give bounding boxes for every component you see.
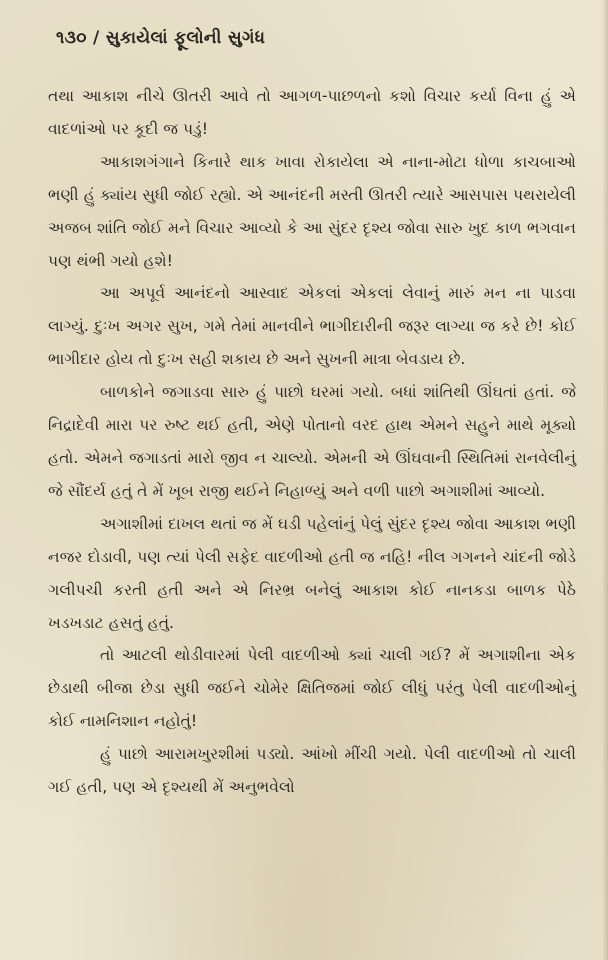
paragraph: હું પાછો આરામખુરશીમાં પડ્યો. આંખો મીંચી ગયો. પેલી વાદળીઓ તો ચાલી ગઈ હતી, પણ એ દૃશ્યથી મેં અનુભવેલો [48, 745, 576, 797]
paragraph: આકાશગંગાને કિનારે થાક ખાવા રોકાયેલા એ નાના-મોટા ધોળા કાચબાઓ ભણી હું ક્યાંય સુધી જોઈ રહ્યો. એ આનંદની મસ્તી ઊતરી ત્યારે આસપાસ પથરાયેલી અજબ શાંતિ જોઈ મને વિચાર આવ્યો કે આ સુંદર દૃશ્ય જોવા સારુ ખુદ કાળ ભગવાન પણ થંભી ગયો હશે! [48, 152, 576, 270]
book-title: સુકાયેલાં ફૂલોની સુગંધ [105, 28, 266, 48]
paragraph-continued: તથા આકાશ નીચે ઊતરી આવે તો આગળ-પાછળનો કશો વિચાર કર્યા વિના હું એ વાદળાંઓ પર કૂદી જ પડું! [48, 87, 576, 138]
paragraph: અગાશીમાં દાખલ થતાં જ મેં ઘડી પહેલાંનું પેલું સુંદર દૃશ્ય જોવા આકાશ ભણી નજર દોડાવી, પણ ત્યાં પેલી સફેદ વાદળીઓ હતી જ નહિ! નીલ ગગનને ચાંદની જોડે ગલીપચી કરતી હતી અને એ નિરભ્ર બનેલું આકાશ કોઈ નાનકડા બાળક પેઠે ખડખડાટ હસતું હતું. [48, 514, 576, 632]
page-edge-shadow [602, 0, 608, 960]
paragraph: બાળકોને જગાડવા સારુ હું પાછો ઘરમાં ગયો. બધાં શાંતિથી ઊંઘતાં હતાં. જે નિદ્રાદેવી મારા પર રુષ્ટ થઈ હતી, એણે પોતાનો વરદ હાથ એમને સહુને માથે મૂક્યો હતો. એમને જગાડતાં મારો જીવ ન ચાલ્યો. એમની એ ઊંઘવાની સ્થિતિમાં રાનવેલીનું જે સૌંદર્ય હતું તે મેં ખૂબ રાજી થઈને નિહાળ્યું અને વળી પાછો અગાશીમાં આવ્યો. [48, 383, 576, 500]
running-header [56, 28, 265, 48]
paragraph: આ અપૂર્વ આનંદનો આસ્વાદ એકલાં એકલાં લેવાનું મારું મન ના પાડવા લાગ્યું. દુઃખ અગર સુખ, ગમે તેમાં માનવીને ભાગીદારીની જરૂર લાગ્યા જ કરે છે! કોઈ ભાગીદાર હોય તો દુઃખ સહી શકાય છે અને સુખની માત્રા બેવડાય છે. [48, 284, 576, 369]
header-separator: / [93, 28, 100, 48]
page-number: ૧૩૦ [56, 28, 87, 48]
body-text [48, 80, 576, 804]
paragraph: તો આટલી થોડીવારમાં પેલી વાદળીઓ ક્યાં ચાલી ગઈ? મેં અગાશીના એક છેડાથી બીજા છેડા સુધી જઈને ચોમેર ક્ષિતિજમાં જોઈ લીધું પરંતુ પેલી વાદળીઓનું કોઈ નામનિશાન નહોતું! [48, 646, 576, 731]
